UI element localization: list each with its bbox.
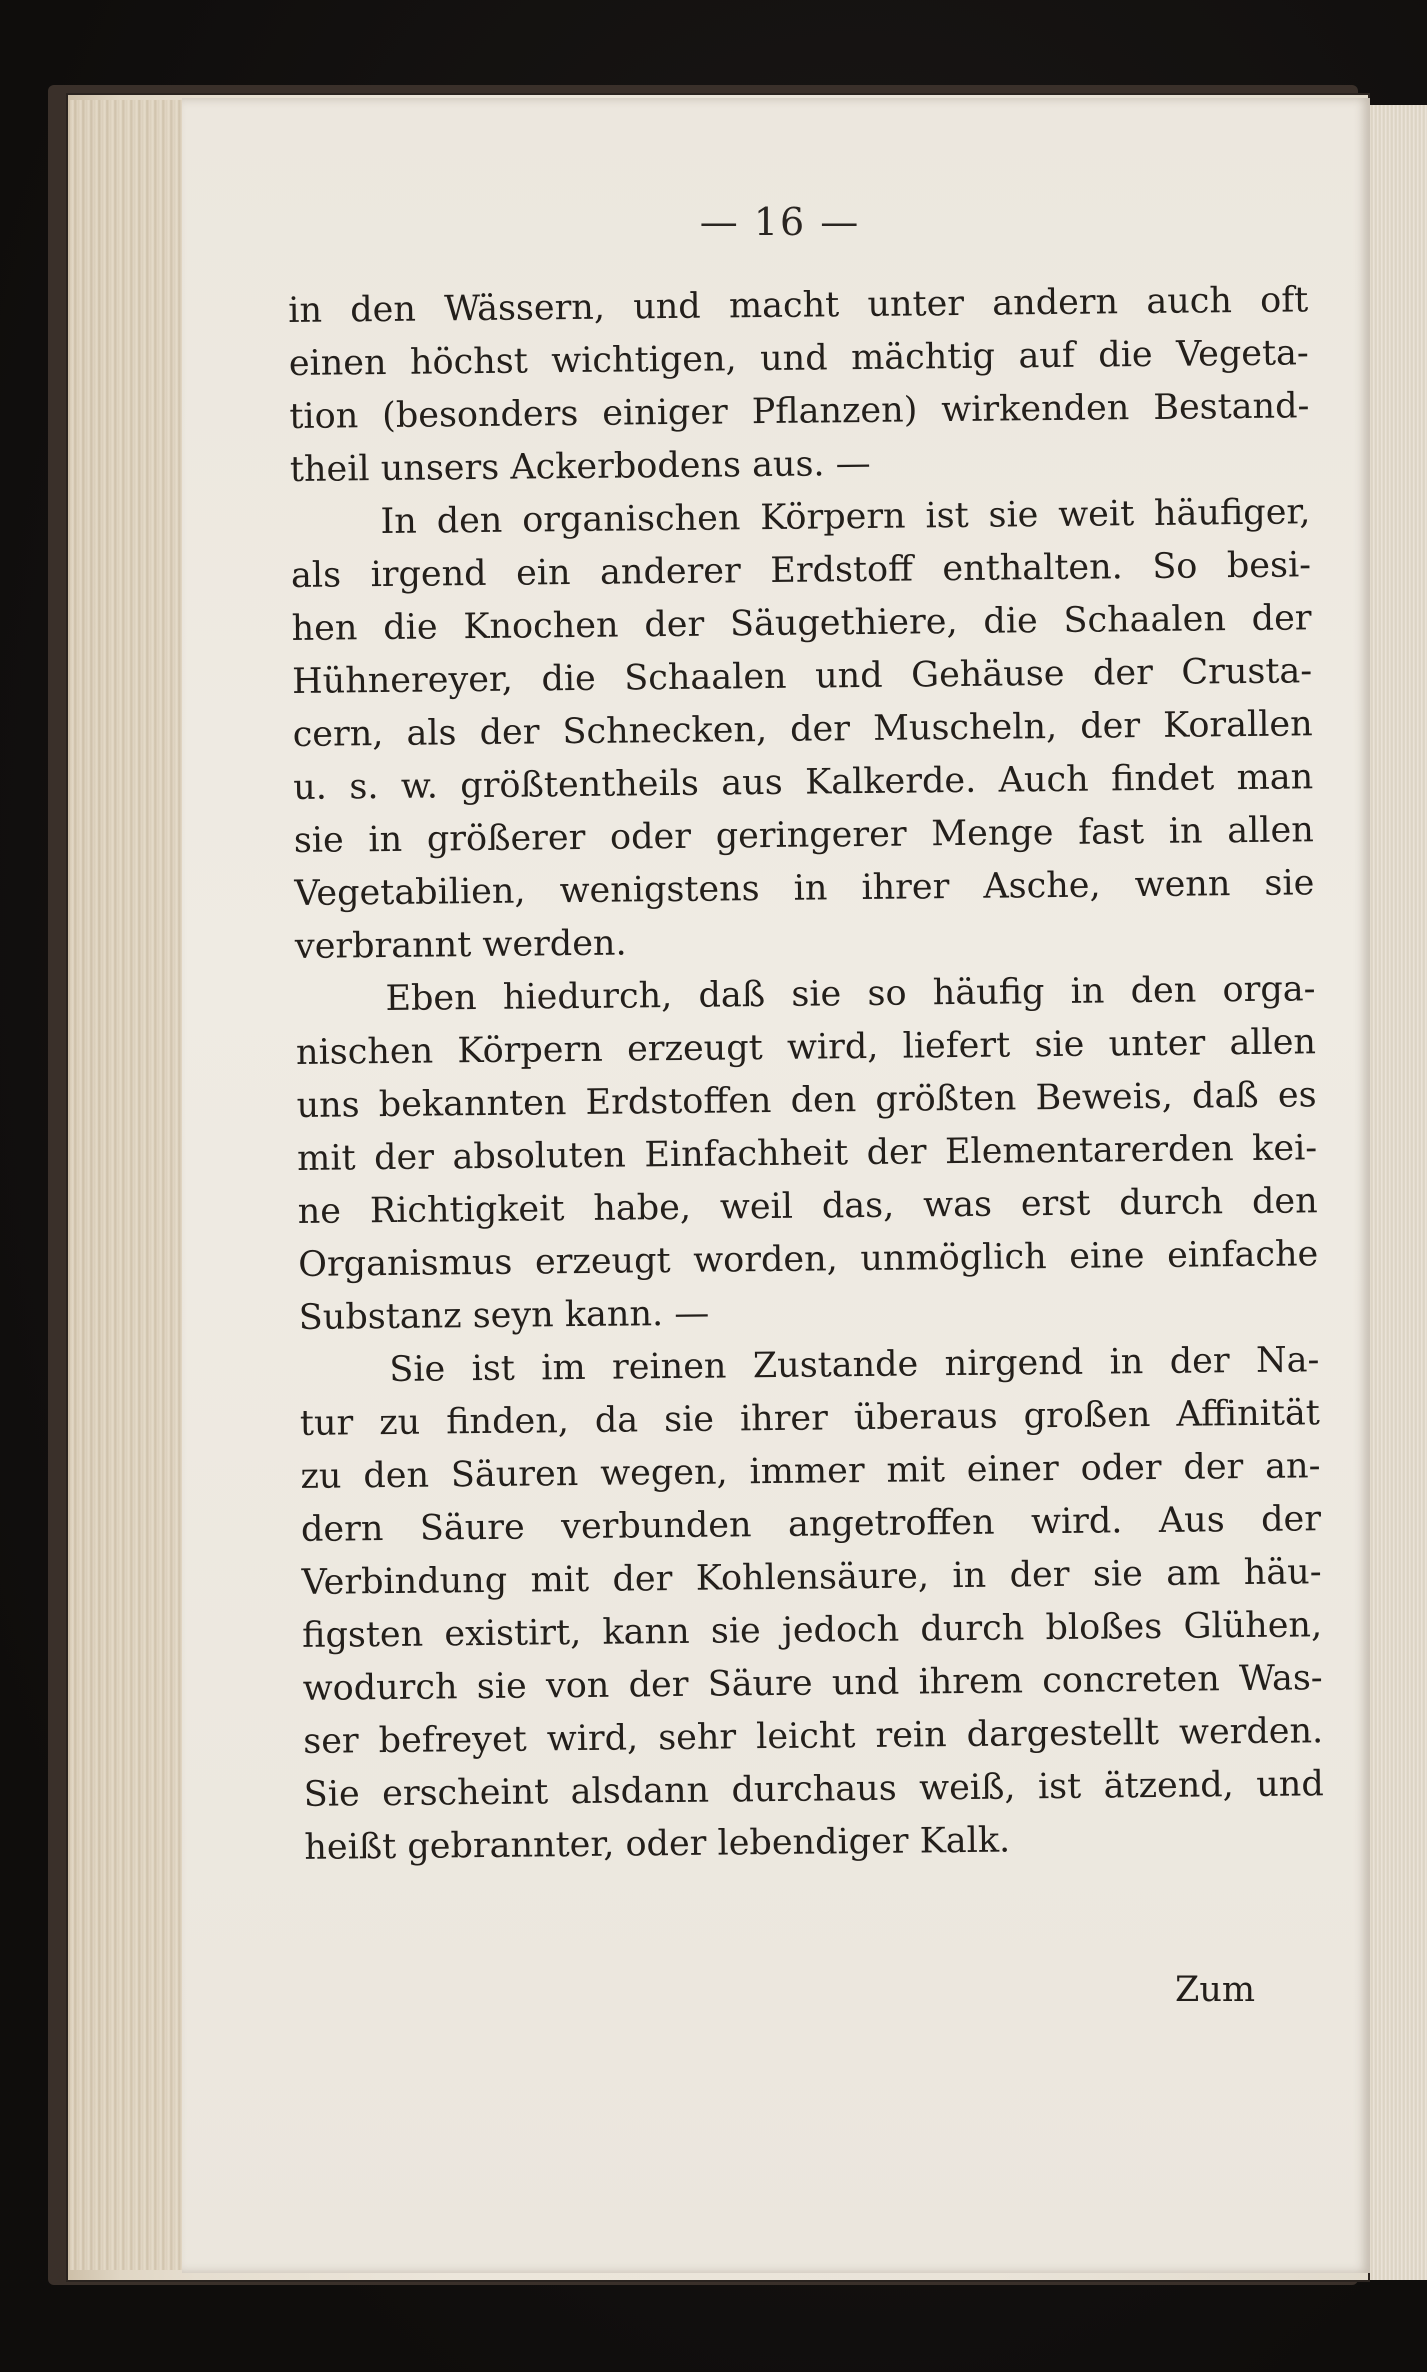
text-line: verbrannt werden. [294, 923, 627, 967]
catchword: Zum [1175, 1970, 1256, 2010]
text-line: uns bekannten Erdstoffen den größten Beweis, daß es [296, 1075, 1317, 1126]
text-line: u. s. w. größtentheils aus Kalkerde. Auch findet man [293, 757, 1314, 808]
text-line: Eben hiedurch, daß sie so häufig in den orga- [385, 969, 1316, 1020]
text-line: hen die Knochen der Säugethiere, die Schaalen der [291, 598, 1312, 649]
text-line: tur zu finden, da sie ihrer überaus großen Affinität [299, 1393, 1321, 1444]
page-number: — 16 — [699, 200, 861, 244]
text-line: wodurch sie von der Säure und ihrem concreten Was- [302, 1658, 1323, 1709]
text-line: in den Wässern, und macht unter andern auch oft [288, 280, 1309, 331]
text-line: als irgend ein anderer Erdstoff enthalten. So besi- [290, 545, 1312, 596]
text-line: ser befreyet wird, sehr leicht rein dargestellt werden. [303, 1711, 1324, 1762]
text-line: sie in größerer oder geringerer Menge fast in allen [293, 810, 1314, 861]
text-line: nischen Körpern erzeugt wird, liefert sie unter allen [295, 1022, 1317, 1073]
text-line: dern Säure verbunden angetroffen wird. Aus der [300, 1499, 1322, 1550]
text-line: Organismus erzeugt worden, unmöglich eine einfache [298, 1234, 1319, 1285]
text-line: In den organischen Körpern ist sie weit häufiger, [380, 492, 1311, 543]
text-line: einen höchst wichtigen, und mächtig auf die Vegeta- [288, 333, 1309, 384]
text-line: theil unsers Ackerbodens aus. — [289, 443, 871, 490]
text-line: Sie ist im reinen Zustande nirgend in der Na- [389, 1340, 1320, 1390]
facing-page-edge [1370, 105, 1427, 2280]
text-line: Hühnereyer, die Schaalen und Gehäuse der Crusta- [291, 651, 1313, 702]
text-line: ne Richtigkeit habe, weil das, was erst durch den [297, 1181, 1318, 1232]
text-line: Vegetabilien, wenigstens in ihrer Asche, wenn sie [294, 863, 1315, 914]
text-line: Verbindung mit der Kohlensäure, in der sie am häu- [301, 1552, 1322, 1603]
text-line: zu den Säuren wegen, immer mit einer oder der an- [300, 1446, 1321, 1497]
text-line: Substanz seyn kann. — [298, 1293, 710, 1338]
text-line: cern, als der Schnecken, der Muscheln, der Korallen [292, 704, 1313, 755]
text-line: figsten existirt, kann sie jedoch durch bloßes Glühen, [301, 1605, 1323, 1656]
page-text [288, 274, 1325, 1875]
text-line: mit der absoluten Einfachheit der Elementarerden kei- [296, 1128, 1318, 1179]
text-line: Sie erscheint alsdann durchaus weiß, ist ätzend, und [303, 1764, 1324, 1815]
text-line: tion (besonders einiger Pflanzen) wirkenden Bestand- [289, 386, 1310, 437]
text-line: heißt gebrannter, oder lebendiger Kalk. [304, 1820, 1011, 1868]
page-stack-edge [70, 100, 190, 2270]
